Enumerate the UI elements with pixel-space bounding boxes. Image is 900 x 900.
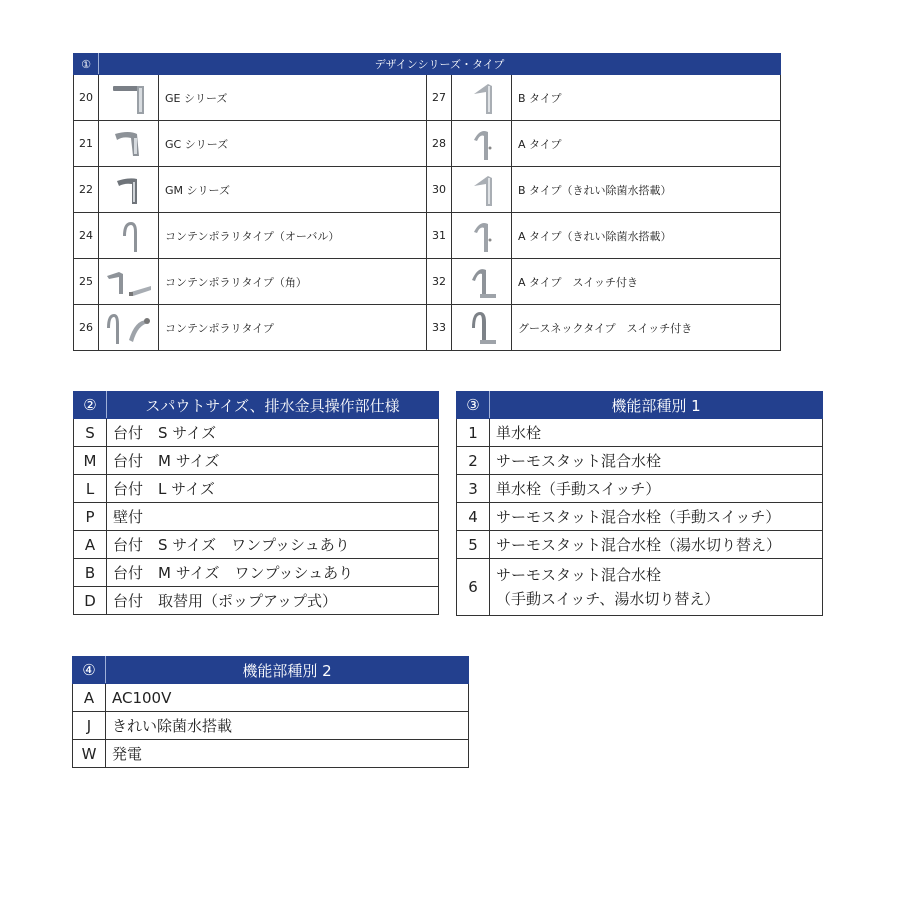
table-row — [74, 587, 439, 615]
code-cell: S — [74, 419, 107, 447]
series-label: グースネックタイプ スイッチ付き — [512, 305, 781, 351]
spout-size-table — [73, 391, 439, 615]
model-number: 22 — [74, 167, 99, 213]
desc-cell: 台付 取替用（ポップアップ式） — [107, 587, 439, 615]
model-number: 20 — [74, 75, 99, 121]
table-row — [457, 475, 823, 503]
table-header — [74, 54, 781, 75]
desc-cell: 台付 S サイズ — [107, 419, 439, 447]
model-number: 26 — [74, 305, 99, 351]
code-cell: 5 — [457, 531, 490, 559]
table-row — [74, 419, 439, 447]
desc-cell: 台付 L サイズ — [107, 475, 439, 503]
series-label: A タイプ（きれい除菌水搭載） — [512, 213, 781, 259]
table-row — [74, 531, 439, 559]
model-number: 21 — [74, 121, 99, 167]
series-label: B タイプ — [512, 75, 781, 121]
code-cell: M — [74, 447, 107, 475]
table-row — [74, 167, 781, 213]
faucet-gm-icon — [99, 167, 159, 213]
table-row — [74, 305, 781, 351]
model-number: 25 — [74, 259, 99, 305]
table-row — [457, 447, 823, 475]
table-title: デザインシリーズ・タイプ — [99, 54, 781, 75]
model-number: 33 — [427, 305, 452, 351]
model-number: 28 — [427, 121, 452, 167]
series-label: GM シリーズ — [159, 167, 427, 213]
table-row — [74, 559, 439, 587]
series-label: GC シリーズ — [159, 121, 427, 167]
code-cell: 1 — [457, 419, 490, 447]
code-cell: J — [73, 712, 106, 740]
desc-line-2: （手動スイッチ、湯水切り替え） — [496, 590, 720, 608]
table-row — [457, 503, 823, 531]
code-cell: B — [74, 559, 107, 587]
faucet-a-type-icon — [452, 121, 512, 167]
code-cell: L — [74, 475, 107, 503]
code-cell: D — [74, 587, 107, 615]
series-label: A タイプ — [512, 121, 781, 167]
code-cell: A — [74, 531, 107, 559]
series-label: コンテンポラリタイプ（オーバル） — [159, 213, 427, 259]
code-cell: 3 — [457, 475, 490, 503]
code-cell: 2 — [457, 447, 490, 475]
code-cell: A — [73, 684, 106, 712]
table-row — [74, 213, 781, 259]
code-cell: W — [73, 740, 106, 768]
series-label: A タイプ スイッチ付き — [512, 259, 781, 305]
model-number: 27 — [427, 75, 452, 121]
faucet-contemporary-oval-icon — [99, 213, 159, 259]
code-cell: P — [74, 503, 107, 531]
desc-cell: サーモスタット混合水栓（手動スイッチ） — [490, 503, 823, 531]
table-title: スパウトサイズ、排水金具操作部仕様 — [107, 392, 439, 419]
faucet-b-type-icon — [452, 75, 512, 121]
desc-line-1: サーモスタット混合水栓 — [496, 566, 662, 584]
desc-cell — [490, 559, 823, 616]
table-row — [457, 531, 823, 559]
table-row — [457, 419, 823, 447]
desc-cell: きれい除菌水搭載 — [106, 712, 469, 740]
table-row — [74, 75, 781, 121]
desc-cell: サーモスタット混合水栓（湯水切り替え） — [490, 531, 823, 559]
desc-cell: 単水栓 — [490, 419, 823, 447]
table-row — [74, 503, 439, 531]
table-header — [457, 392, 823, 419]
faucet-gooseneck-switch-icon — [452, 305, 512, 351]
faucet-gc-icon — [99, 121, 159, 167]
desc-cell: AC100V — [106, 684, 469, 712]
desc-cell: 台付 M サイズ ワンプッシュあり — [107, 559, 439, 587]
desc-cell: 単水栓（手動スイッチ） — [490, 475, 823, 503]
faucet-ge-icon — [99, 75, 159, 121]
faucet-b-type-icon — [452, 167, 512, 213]
design-series-table — [73, 53, 781, 351]
series-label: コンテンポラリタイプ（角） — [159, 259, 427, 305]
faucet-a-type-switch-icon — [452, 259, 512, 305]
table-row — [73, 712, 469, 740]
series-label: B タイプ（きれい除菌水搭載） — [512, 167, 781, 213]
desc-cell: 壁付 — [107, 503, 439, 531]
function-type-1-table — [456, 391, 823, 616]
table-title: 機能部種別 1 — [490, 392, 823, 419]
desc-cell: 台付 M サイズ — [107, 447, 439, 475]
table-title: 機能部種別 2 — [106, 657, 469, 684]
model-number: 31 — [427, 213, 452, 259]
table-header — [74, 392, 439, 419]
series-label: GE シリーズ — [159, 75, 427, 121]
desc-cell: 台付 S サイズ ワンプッシュあり — [107, 531, 439, 559]
desc-cell: 発電 — [106, 740, 469, 768]
table-row — [74, 447, 439, 475]
faucet-contemporary-icon — [99, 305, 159, 351]
table-row — [73, 684, 469, 712]
model-number: 30 — [427, 167, 452, 213]
series-label: コンテンポラリタイプ — [159, 305, 427, 351]
section-number: ③ — [457, 392, 490, 419]
model-number: 24 — [74, 213, 99, 259]
table-row — [74, 121, 781, 167]
faucet-contemporary-square-icon — [99, 259, 159, 305]
desc-cell: サーモスタット混合水栓 — [490, 447, 823, 475]
model-number: 32 — [427, 259, 452, 305]
function-type-2-table — [72, 656, 469, 768]
table-header — [73, 657, 469, 684]
faucet-a-type-icon — [452, 213, 512, 259]
table-row — [74, 259, 781, 305]
section-number: ④ — [73, 657, 106, 684]
table-row — [73, 740, 469, 768]
code-cell: 4 — [457, 503, 490, 531]
section-number: ① — [74, 54, 99, 75]
table-row — [457, 559, 823, 616]
code-cell: 6 — [457, 559, 490, 616]
section-number: ② — [74, 392, 107, 419]
table-row — [74, 475, 439, 503]
